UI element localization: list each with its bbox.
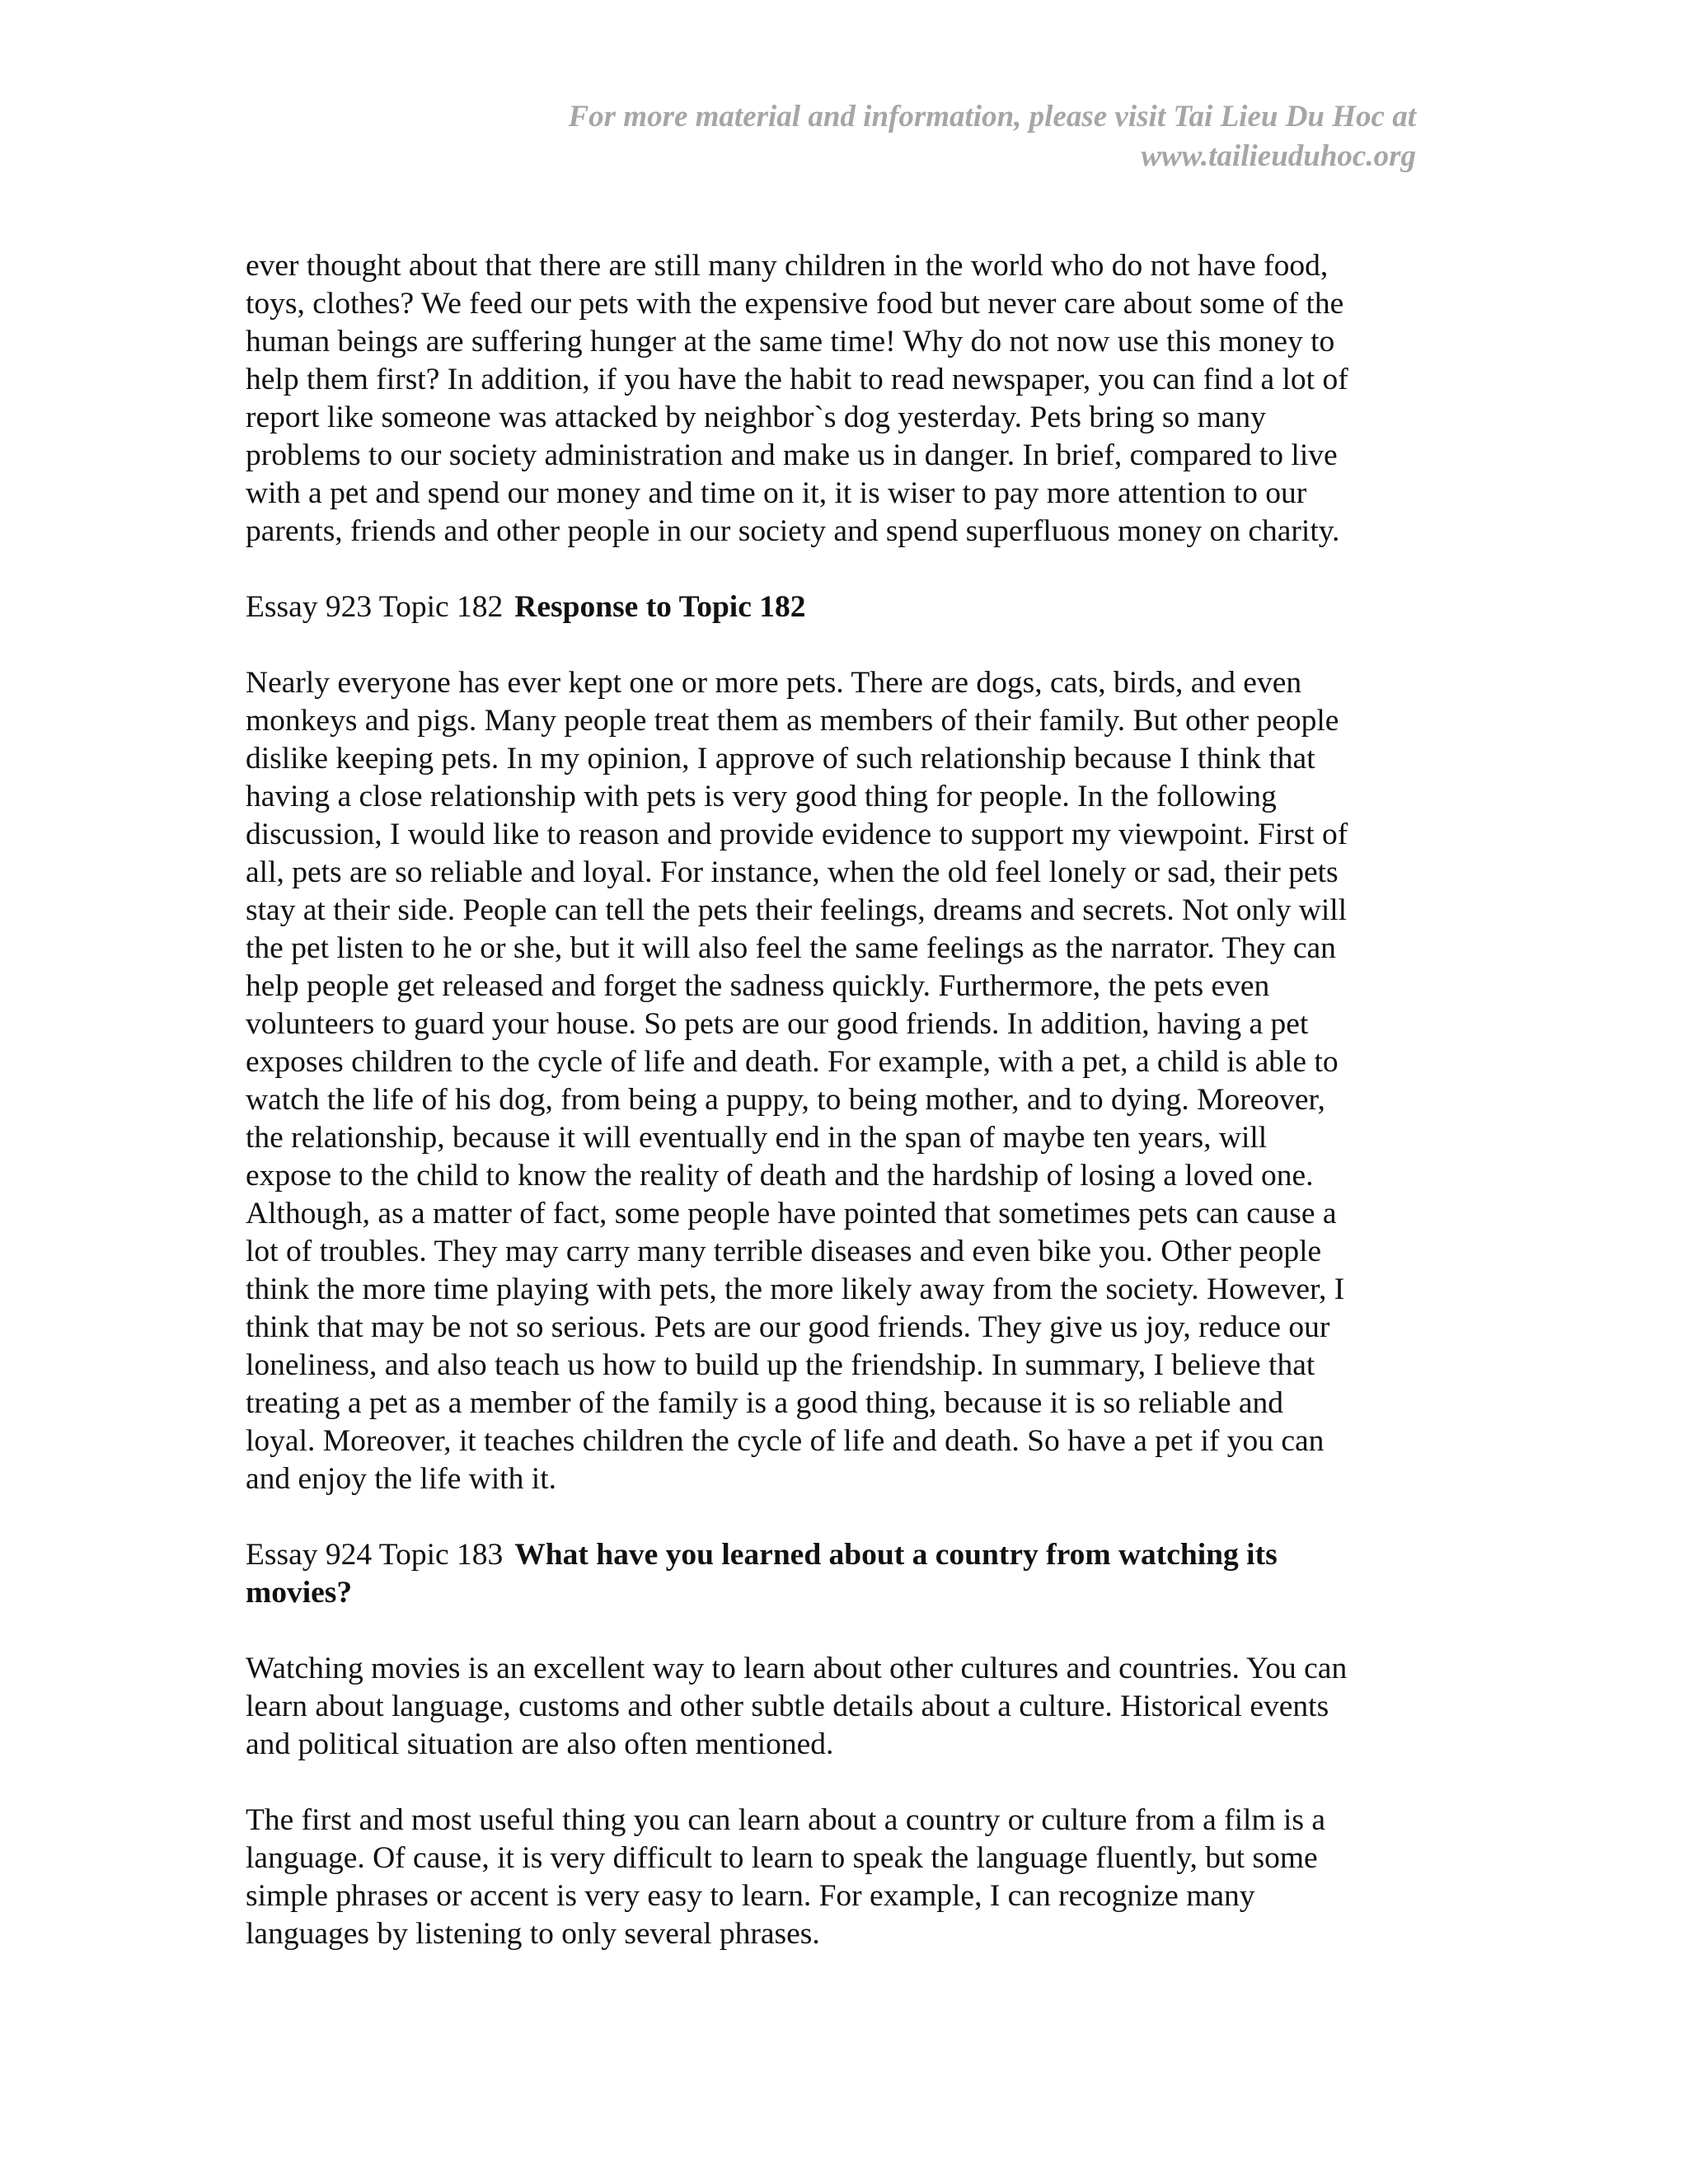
text-line: the relationship, because it will eventually end in the span of maybe ten years, will: [246, 1121, 1268, 1155]
text-line: parents, friends and other people in our society and spend superfluous money on charity.: [246, 514, 1340, 548]
text-line: dislike keeping pets. In my opinion, I approve of such relationship because I think that: [246, 742, 1315, 776]
paragraph-2: [246, 664, 1432, 1498]
text-line: the pet listen to he or she, but it will also feel the same feelings as the narrator. They can: [246, 931, 1336, 965]
text-line: watch the life of his dog, from being a puppy, to being mother, and to dying. Moreover,: [246, 1083, 1325, 1117]
text-line: problems to our society administration and make us in danger. In brief, compared to live: [246, 438, 1338, 472]
text-line: Watching movies is an excellent way to learn about other cultures and countries. You can: [246, 1652, 1348, 1685]
text-line: ever thought about that there are still many children in the world who do not have food,: [246, 249, 1329, 283]
text-line: and political situation are also often mentioned.: [246, 1727, 834, 1761]
text-line: and enjoy the life with it.: [246, 1462, 556, 1496]
text-line: think the more time playing with pets, the more likely away from the society. However, I: [246, 1272, 1345, 1306]
essay-924-title-line-2: movies?: [246, 1576, 353, 1610]
essay-924-heading-line-1: [246, 1536, 1432, 1574]
text-line: lot of troubles. They may carry many terrible diseases and even bike you. Other people: [246, 1235, 1322, 1268]
text-line: Nearly everyone has ever kept one or more pets. There are dogs, cats, birds, and even: [246, 666, 1302, 700]
text-line: language. Of cause, it is very difficult to learn to speak the language fluently, but some: [246, 1841, 1318, 1875]
text-line: learn about language, customs and other subtle details about a culture. Historical events: [246, 1690, 1329, 1723]
essay-923-heading-line: [246, 588, 1432, 626]
text-line: simple phrases or accent is very easy to learn. For example, I can recognize many: [246, 1879, 1255, 1913]
text-line: The first and most useful thing you can learn about a country or culture from a film is a: [246, 1803, 1326, 1837]
text-line: with a pet and spend our money and time on it, it is wiser to pay more attention to our: [246, 476, 1307, 510]
text-line: volunteers to guard your house. So pets are our good friends. In addition, having a pet: [246, 1007, 1309, 1041]
header-note: [345, 97, 1416, 176]
essay-923-label: Essay 923 Topic 182: [246, 590, 504, 624]
paragraph-3: [246, 1650, 1432, 1764]
text-line: help people get released and forget the sadness quickly. Furthermore, the pets even: [246, 969, 1270, 1003]
text-line: loyal. Moreover, it teaches children the cycle of life and death. So have a pet if you can: [246, 1424, 1325, 1458]
text-line: human beings are suffering hunger at the same time! Why do not now use this money to: [246, 325, 1335, 359]
text-line: discussion, I would like to reason and provide evidence to support my viewpoint. First of: [246, 818, 1348, 851]
essay-923-title: Response to Topic 182: [514, 590, 806, 624]
text-line: help them first? In addition, if you have the habit to read newspaper, you can find a lot of: [246, 363, 1348, 396]
essay-923-heading: [246, 588, 1432, 626]
header-line-1: For more material and information, please visit Tai Lieu Du Hoc at: [568, 100, 1416, 134]
text-line: all, pets are so reliable and loyal. For instance, when the old feel lonely or sad, their pets: [246, 855, 1339, 889]
text-line: having a close relationship with pets is very good thing for people. In the following: [246, 780, 1277, 813]
text-line: Although, as a matter of fact, some people have pointed that sometimes pets can cause a: [246, 1197, 1337, 1230]
paragraph-1: [246, 247, 1432, 551]
text-line: languages by listening to only several phrases.: [246, 1917, 820, 1951]
text-line: toys, clothes? We feed our pets with the expensive food but never care about some of the: [246, 287, 1344, 321]
essay-924-title-line-1: What have you learned about a country from watching its: [514, 1538, 1278, 1572]
text-line: report like someone was attacked by neighbor`s dog yesterday. Pets bring so many: [246, 401, 1266, 434]
text-line: monkeys and pigs. Many people treat them as members of their family. But other people: [246, 704, 1339, 738]
text-line: loneliness, and also teach us how to build up the friendship. In summary, I believe that: [246, 1348, 1315, 1382]
text-line: think that may be not so serious. Pets are our good friends. They give us joy, reduce our: [246, 1310, 1330, 1344]
text-line: expose to the child to know the reality of death and the hardship of losing a loved one.: [246, 1159, 1314, 1193]
header-line-2: www.tailieuduhoc.org: [1141, 139, 1416, 173]
document-body: [246, 247, 1432, 1991]
essay-924-label: Essay 924 Topic 183: [246, 1538, 504, 1572]
paragraph-4: [246, 1802, 1432, 1953]
text-line: stay at their side. People can tell the pets their feelings, dreams and secrets. Not only will: [246, 893, 1348, 927]
essay-924-heading: [246, 1536, 1432, 1612]
text-line: exposes children to the cycle of life and death. For example, with a pet, a child is able to: [246, 1045, 1339, 1079]
text-line: treating a pet as a member of the family is a good thing, because it is so reliable and: [246, 1386, 1283, 1420]
